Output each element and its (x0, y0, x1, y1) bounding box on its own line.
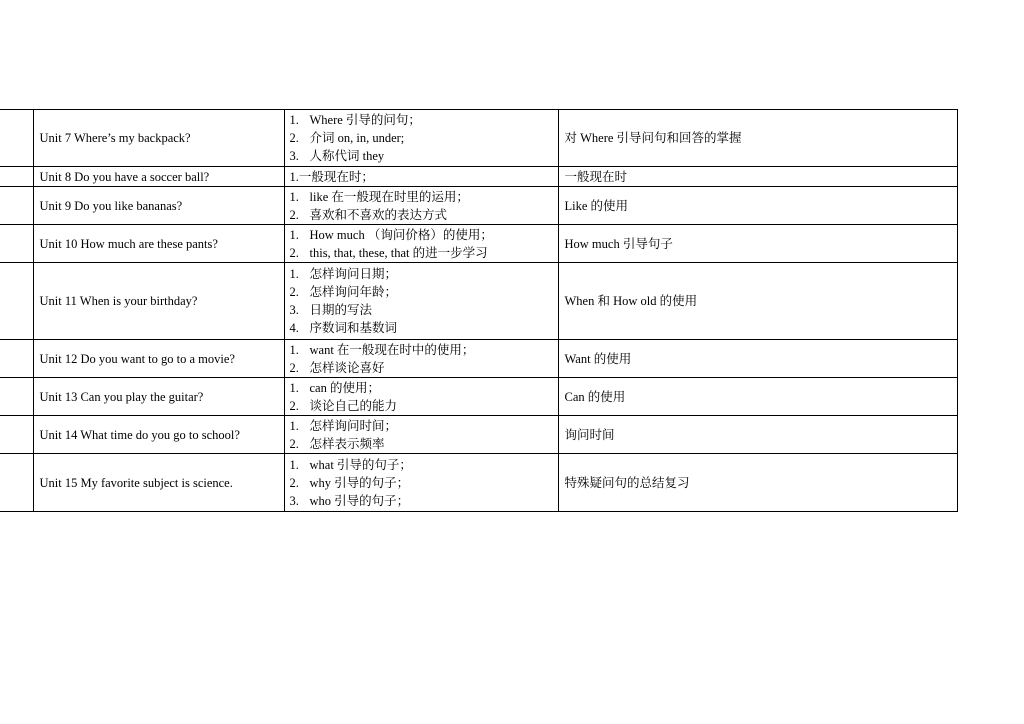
table-row (0, 340, 957, 378)
item-text: 1.一般现在时； (289, 169, 374, 184)
unit-title-cell: Unit 8 Do you have a soccer ball? (33, 167, 284, 187)
language-point-item (290, 111, 553, 129)
table-row (0, 225, 957, 263)
item-text: 人称代词 they (309, 149, 385, 163)
item-text: 怎样询问时间； (309, 418, 398, 433)
unit-title-cell: Unit 14 What time do you go to school? (33, 416, 284, 454)
table-row (0, 263, 957, 340)
language-point-item (290, 301, 553, 319)
key-focus-cell: 一般现在时 (558, 167, 957, 187)
language-points-cell (284, 263, 558, 340)
item-text: Where 引导的问句； (309, 113, 421, 127)
key-focus-cell: Want 的使用 (558, 340, 957, 378)
key-focus-cell: 对 Where 引导问句和回答的掌握 (558, 110, 957, 167)
language-point-item (290, 474, 553, 492)
item-number: 1. (289, 457, 299, 472)
key-focus-cell: 询问时间 (558, 416, 957, 454)
language-point-item (290, 435, 553, 453)
item-text: want 在一般现在时中的使用； (309, 342, 475, 357)
item-text: why 引导的句子； (309, 475, 410, 490)
unit-title-cell: Unit 13 Can you play the guitar? (33, 378, 284, 416)
table-row (0, 167, 957, 187)
item-number: 1. (289, 342, 299, 357)
blank-lead-cell (0, 454, 33, 512)
item-number: 4. (289, 321, 299, 335)
item-text: like 在一般现在时里的运用； (309, 189, 469, 204)
unit-title-cell: Unit 10 How much are these pants? (33, 225, 284, 263)
table-row (0, 416, 957, 454)
item-text: can 的使用； (309, 380, 380, 395)
language-points-cell (284, 225, 558, 263)
language-points-cell (284, 110, 558, 167)
language-point-item (290, 417, 553, 435)
table-row (0, 187, 957, 225)
language-points-cell (284, 378, 558, 416)
language-point-item (290, 456, 553, 474)
key-focus-cell: Can 的使用 (558, 378, 957, 416)
item-text: 喜欢和不喜欢的表达方式 (309, 207, 448, 222)
language-points-cell (284, 340, 558, 378)
unit-title-cell: Unit 7 Where’s my backpack? (33, 110, 284, 167)
item-text: who 引导的句子； (309, 493, 410, 508)
item-number: 2. (289, 436, 299, 451)
unit-syllabus-table (0, 109, 958, 512)
key-focus-cell: How much 引导句子 (558, 225, 957, 263)
blank-lead-cell (0, 263, 33, 340)
item-number: 1. (289, 113, 299, 127)
item-number: 2. (289, 131, 299, 145)
language-points-cell (284, 454, 558, 512)
language-points-cell (284, 167, 558, 187)
table-row (0, 378, 957, 416)
item-number: 2. (289, 398, 299, 413)
key-focus-cell: Like 的使用 (558, 187, 957, 225)
blank-lead-cell (0, 110, 33, 167)
item-number: 1. (289, 189, 299, 204)
table-body (0, 110, 957, 512)
item-number: 1. (289, 418, 299, 433)
language-point-item (290, 359, 553, 377)
language-point-item (290, 283, 553, 301)
language-point-item (290, 397, 553, 415)
blank-lead-cell (0, 187, 33, 225)
item-text: 介词 on, in, under; (309, 131, 405, 145)
item-text: 序数词和基数词 (309, 321, 398, 335)
unit-title-cell: Unit 15 My favorite subject is science. (33, 454, 284, 512)
item-number: 2. (289, 360, 299, 375)
language-point-item (290, 379, 553, 397)
language-point-item (290, 341, 553, 359)
item-text: 怎样谈论喜好 (309, 360, 385, 375)
item-text: 谈论自己的能力 (309, 398, 398, 413)
language-point-item (290, 188, 553, 206)
blank-lead-cell (0, 340, 33, 378)
item-number: 1. (289, 380, 299, 395)
item-text: 怎样表示频率 (309, 436, 385, 451)
item-number: 3. (289, 149, 299, 163)
language-point-item (290, 129, 553, 147)
table-row (0, 454, 957, 512)
language-point-item (290, 206, 553, 224)
language-point-item (290, 265, 553, 283)
unit-title-cell: Unit 11 When is your birthday? (33, 263, 284, 340)
item-text: what 引导的句子； (309, 457, 412, 472)
item-number: 2. (289, 475, 299, 490)
language-points-cell (284, 187, 558, 225)
item-number: 2. (289, 207, 299, 222)
language-point-item (290, 244, 553, 262)
table-row (0, 110, 957, 167)
unit-title-cell: Unit 9 Do you like bananas? (33, 187, 284, 225)
item-text: 怎样询问年龄； (309, 285, 398, 299)
unit-title-cell: Unit 12 Do you want to go to a movie? (33, 340, 284, 378)
item-text: 怎样询问日期； (309, 267, 398, 281)
item-number: 3. (289, 493, 299, 508)
item-text: 日期的写法 (309, 303, 373, 317)
item-number: 1. (289, 227, 299, 242)
language-point-item (290, 492, 553, 510)
language-point-item (290, 226, 553, 244)
language-point-item (290, 319, 553, 337)
key-focus-cell: When 和 How old 的使用 (558, 263, 957, 340)
blank-lead-cell (0, 167, 33, 187)
blank-lead-cell (0, 378, 33, 416)
language-point-item (290, 168, 553, 186)
language-points-cell (284, 416, 558, 454)
language-point-item (290, 147, 553, 165)
item-number: 2. (289, 245, 299, 260)
key-focus-cell: 特殊疑问句的总结复习 (558, 454, 957, 512)
item-number: 3. (289, 303, 299, 317)
item-number: 2. (289, 285, 299, 299)
item-text: this, that, these, that 的进一步学习 (309, 245, 488, 260)
blank-lead-cell (0, 225, 33, 263)
item-text: How much （询问价格）的使用； (309, 227, 493, 242)
blank-lead-cell (0, 416, 33, 454)
item-number: 1. (289, 267, 299, 281)
